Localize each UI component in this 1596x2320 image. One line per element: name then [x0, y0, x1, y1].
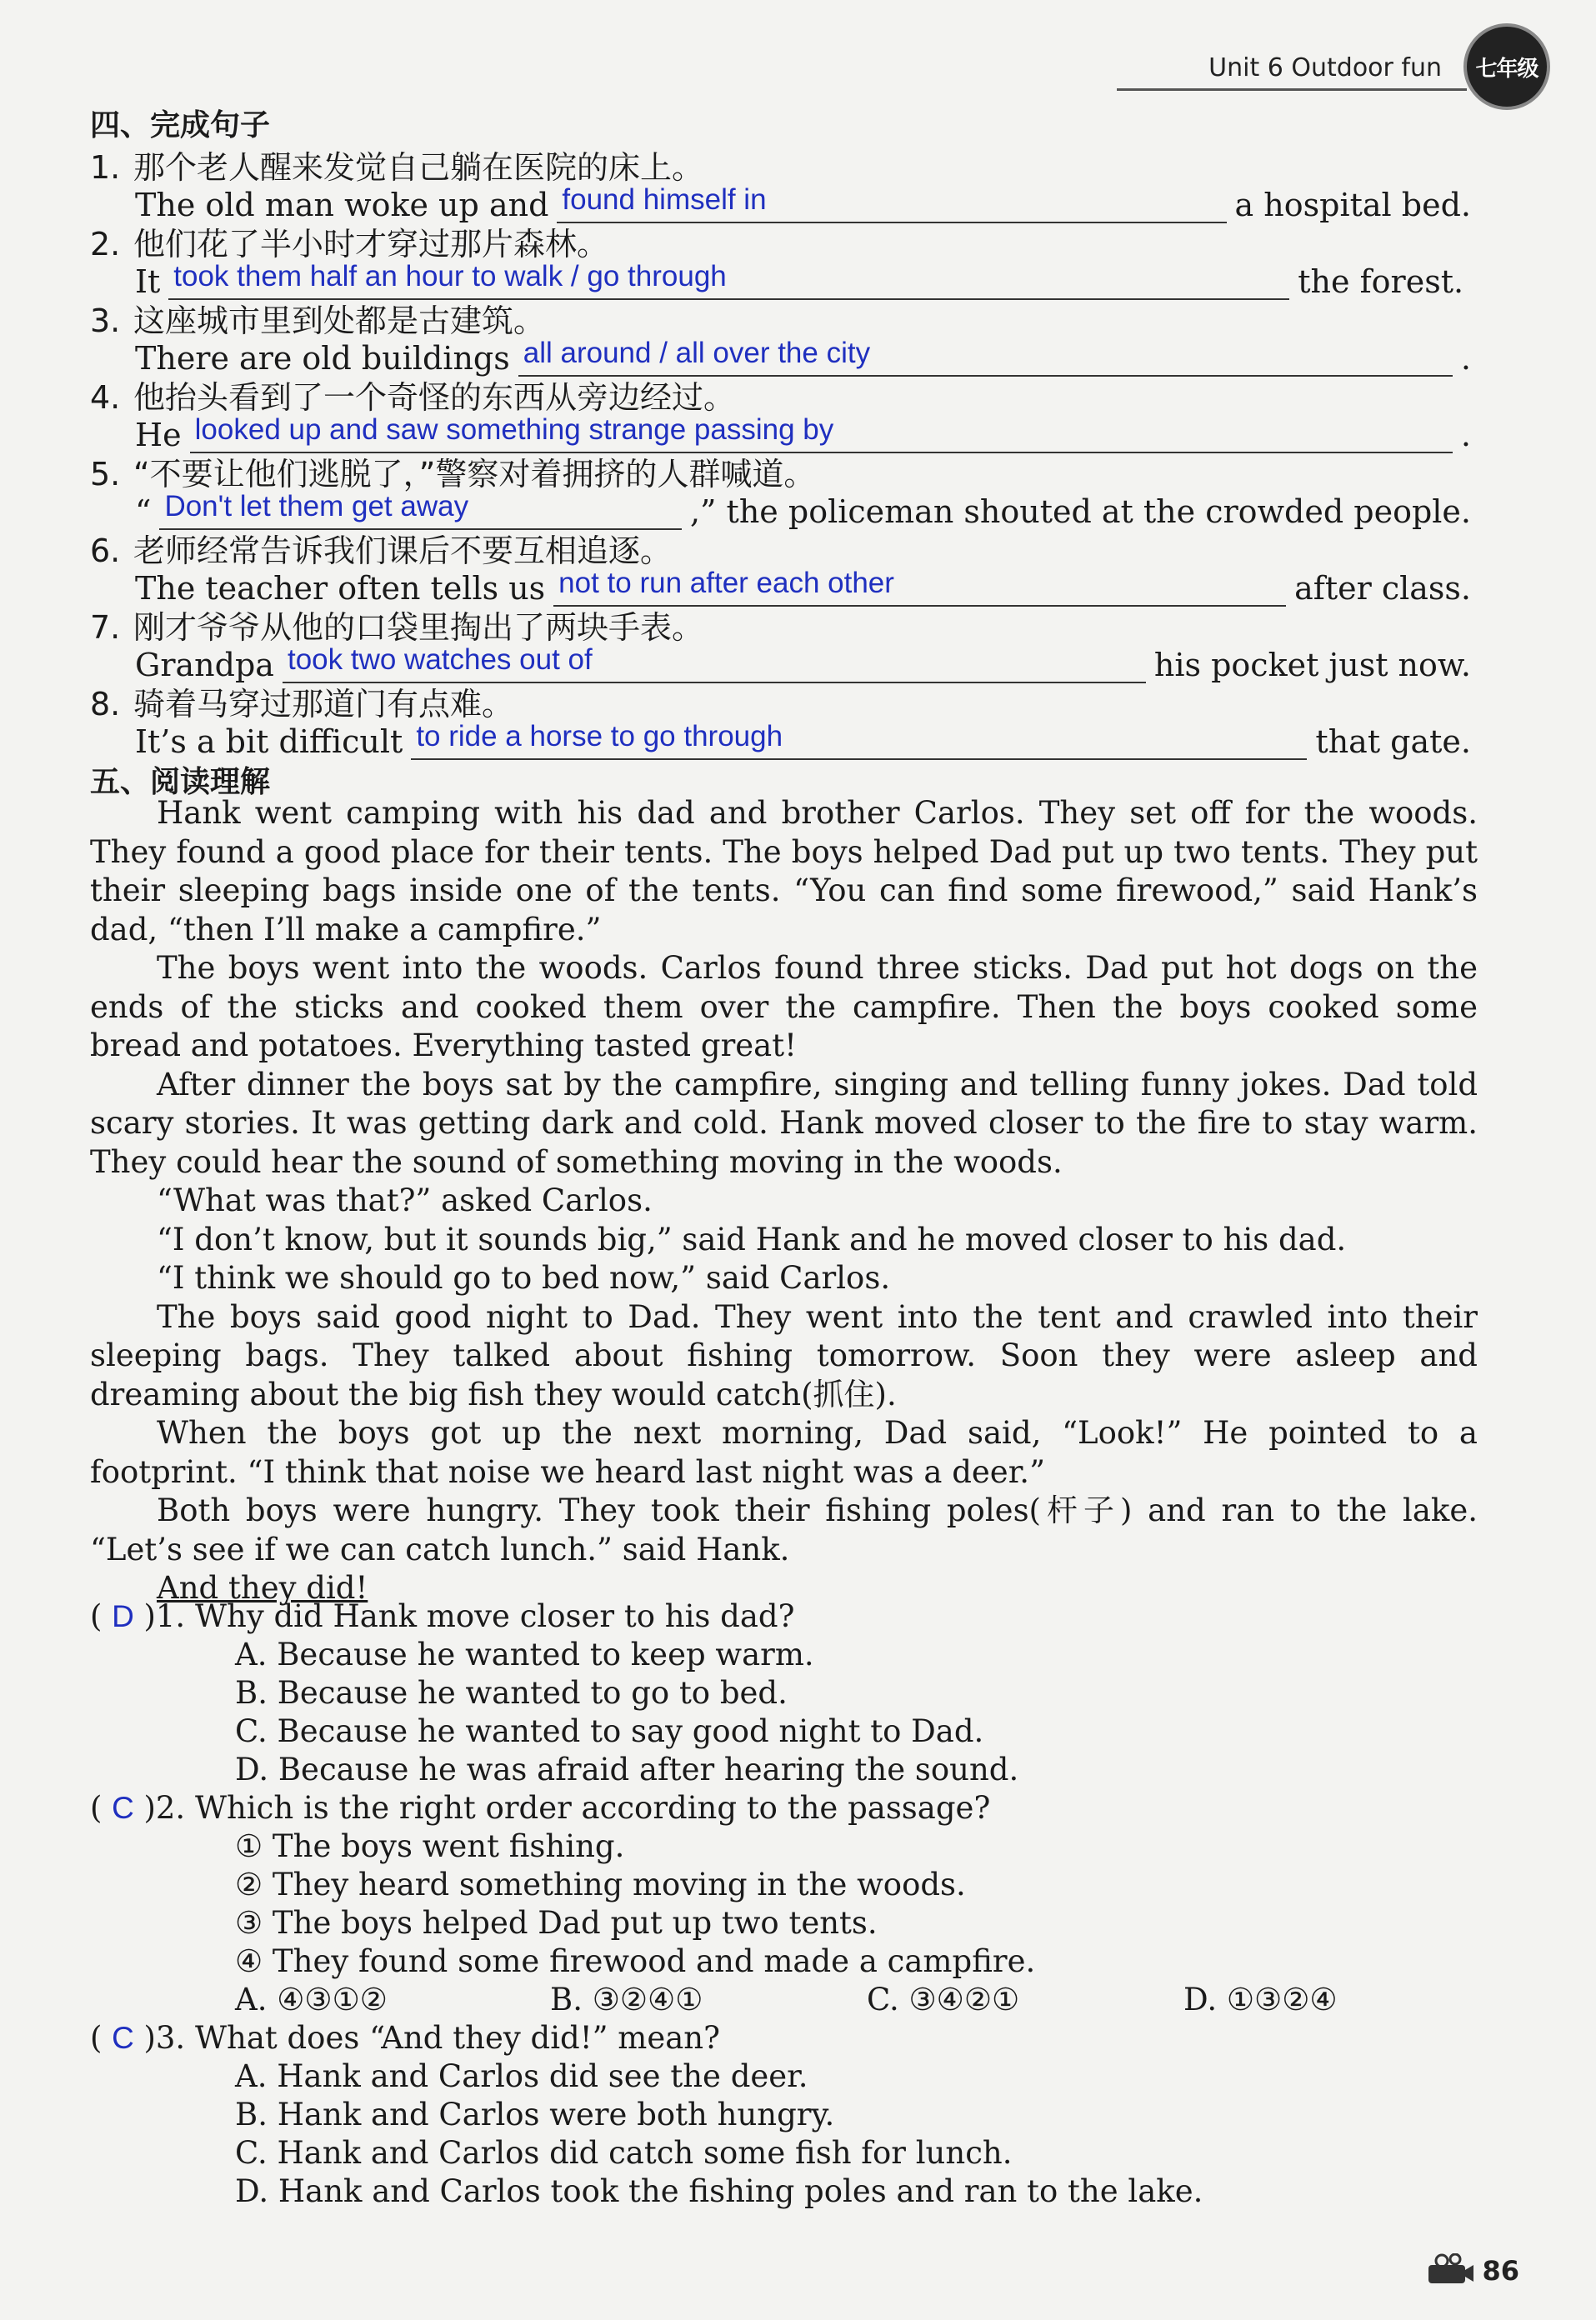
s4-item-4-zh: 4. 他抬头看到了一个奇怪的东西从旁边经过。 — [90, 379, 736, 416]
grade-badge: 七年级 — [1463, 23, 1550, 110]
option: A. Hank and Carlos did see the deer. — [235, 2058, 808, 2094]
s4-item-5-en: “ Don't let them get away ,” the policeman shouted at the crowded people. — [135, 483, 1471, 530]
section5-title: 五、阅读理解 — [90, 765, 271, 799]
passage-paragraph: Both boys were hungry. They took their fishing poles(杆子) and ran to the lake. “Let’s see if we can catch lunch.” said Hank. — [90, 1492, 1478, 1568]
option: C. Hank and Carlos did catch some fish for lunch. — [235, 2135, 1013, 2171]
answer-blank[interactable]: took two watches out of — [283, 640, 1146, 683]
s4-item-2-en: It took them half an hour to walk / go through the forest. — [135, 253, 1471, 300]
s4-item-8-zh: 8. 骑着马穿过那道门有点难。 — [90, 686, 514, 722]
answer-blank[interactable]: took them half an hour to walk / go through — [168, 257, 1289, 300]
option: B. Because he wanted to go to bed. — [235, 1675, 788, 1711]
option: D. ①③②④ — [1183, 1982, 1338, 2018]
s4-item-4-en: He looked up and saw something strange passing by . — [135, 407, 1471, 453]
s4-item-1-zh: 1. 那个老人醒来发觉自己躺在医院的床上。 — [90, 149, 704, 186]
answer-blank[interactable]: looked up and saw something strange passing by — [190, 410, 1453, 453]
answer-choice[interactable]: D — [112, 1599, 134, 1633]
passage-paragraph: The boys said good night to Dad. They went into the tent and crawled into their sleeping bags. They talked about fishing tomorrow. Soon they were asleep and dreaming about the big fish they would catch(抓住). — [90, 1298, 1478, 1412]
statement: ② They heard something moving in the woods. — [235, 1867, 966, 1902]
camera-icon — [1425, 2253, 1475, 2285]
s4-item-8-en: It’s a bit difficult to ride a horse to go through that gate. — [135, 713, 1471, 760]
option: B. Hank and Carlos were both hungry. — [235, 2097, 835, 2132]
option: B. ③②④① — [550, 1982, 703, 2018]
question-1: ( D )1. Why did Hank move closer to his dad? — [90, 1598, 795, 1634]
answer-choice[interactable]: C — [112, 2021, 134, 2055]
option: D. Because he was afraid after hearing the sound. — [235, 1752, 1019, 1788]
s4-item-3-zh: 3. 这座城市里到处都是古建筑。 — [90, 302, 546, 339]
answer-blank[interactable]: found himself in — [557, 180, 1226, 223]
answer-blank[interactable]: all around / all over the city — [518, 333, 1453, 377]
question-3: ( C )3. What does “And they did!” mean? — [90, 2020, 720, 2056]
option: D. Hank and Carlos took the fishing poles and ran to the lake. — [235, 2173, 1203, 2209]
reading-passage — [90, 794, 1478, 1608]
question-text: What does “And they did!” mean? — [194, 2020, 720, 2056]
s4-item-7-en: Grandpa took two watches out of his pocket just now. — [135, 637, 1471, 683]
option: C. Because he wanted to say good night to Dad. — [235, 1713, 984, 1749]
passage-paragraph: Hank went camping with his dad and brother Carlos. They set off for the woods. They found a good place for their tents. The boys helped Dad put up two tents. They put their sleeping bags inside one of the tents. “You can find some firewood,” said Hank’s dad, “then I’ll make a campfire.” — [90, 795, 1478, 948]
s4-item-1-en: The old man woke up and found himself in a hospital bed. — [135, 177, 1471, 223]
section4-title: 四、完成句子 — [90, 108, 271, 142]
s4-item-3-en: There are old buildings all around / all over the city . — [135, 330, 1471, 377]
unit-title: Unit 6 Outdoor fun — [1208, 53, 1442, 82]
page-header — [1083, 23, 1550, 90]
option: C. ③④②① — [867, 1982, 1020, 2018]
question-text: Why did Hank move closer to his dad? — [194, 1598, 795, 1634]
answer-choice[interactable]: C — [112, 1791, 134, 1825]
passage-paragraph: “What was that?” asked Carlos. — [157, 1182, 653, 1218]
statement: ① The boys went fishing. — [235, 1828, 625, 1864]
answer-blank[interactable]: Don't let them get away — [159, 487, 682, 530]
passage-paragraph: After dinner the boys sat by the campfire, singing and telling funny jokes. Dad told scary stories. It was getting dark and cold. Hank moved closer to the fire to stay warm. They could hear the sound of something moving in the woods. — [90, 1066, 1478, 1180]
page-number: 86 — [1482, 2255, 1519, 2287]
header-rule — [1117, 88, 1467, 91]
s4-item-2-zh: 2. 他们花了半小时才穿过那片森林。 — [90, 226, 609, 262]
s4-item-6-en: The teacher often tells us not to run after each other after class. — [135, 560, 1471, 607]
statement: ④ They found some firewood and made a campfire. — [235, 1943, 1036, 1979]
s4-item-5-zh: 5. “不要让他们逃脱了，”警察对着拥挤的人群喊道。 — [90, 456, 816, 492]
passage-paragraph: “I don’t know, but it sounds big,” said Hank and he moved closer to his dad. — [157, 1221, 1347, 1258]
passage-paragraph: When the boys got up the next morning, Dad said, “Look!” He pointed to a footprint. “I think that noise we heard last night was a deer.” — [90, 1415, 1478, 1490]
s4-item-7-zh: 7. 刚才爷爷从他的口袋里掏出了两块手表。 — [90, 609, 704, 646]
statement: ③ The boys helped Dad put up two tents. — [235, 1905, 878, 1941]
s4-item-6-zh: 6. 老师经常告诉我们课后不要互相追逐。 — [90, 532, 673, 569]
option: A. Because he wanted to keep warm. — [235, 1637, 814, 1672]
option: A. ④③①② — [235, 1982, 388, 2018]
passage-paragraph: And they did! — [157, 1570, 368, 1606]
question-2: ( C )2. Which is the right order according to the passage? — [90, 1790, 991, 1826]
answer-blank[interactable]: not to run after each other — [553, 563, 1286, 607]
passage-paragraph: “I think we should go to bed now,” said Carlos. — [157, 1260, 891, 1296]
answer-blank[interactable]: to ride a horse to go through — [411, 717, 1307, 760]
passage-paragraph: The boys went into the woods. Carlos found three sticks. Dad put hot dogs on the ends of the sticks and cooked them over the campfire. Then the boys cooked some bread and potatoes. Everything tasted great! — [90, 950, 1478, 1063]
question-text: Which is the right order according to the passage? — [194, 1790, 991, 1826]
